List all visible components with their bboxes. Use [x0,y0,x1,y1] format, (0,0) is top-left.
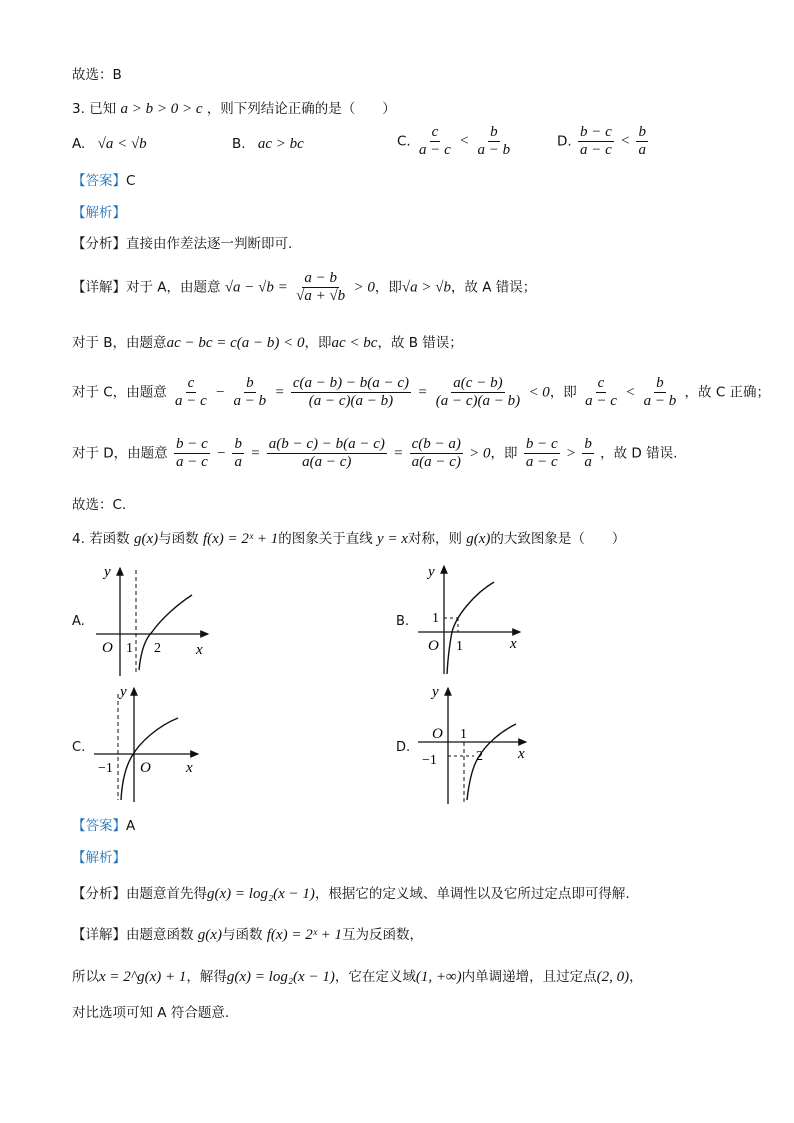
q4-detail-line3: 对比选项可知 A 符合题意. [72,1005,230,1021]
q4-graph-b [414,560,529,678]
q3-final-choice: 故选：C. [72,497,127,513]
q4-jiexi: 【解析】 [72,850,126,866]
svg-text:O: O [428,638,439,654]
svg-text:x: x [518,746,525,762]
q3-answer: 【答案】C [72,173,136,189]
svg-text:y: y [432,684,439,700]
svg-text:O: O [102,640,113,656]
q3-fenxi: 【分析】直接由作差法逐一判断即可. [72,236,293,252]
svg-text:y: y [428,564,435,580]
q4-graph-d [412,682,534,806]
q3-option-b: B. ac > bc [232,136,304,152]
svg-text:1: 1 [456,639,463,654]
q3-detail-c: 对于 C，由题意 $\frac{c}{a - c}$ − $\frac{b}{a - b}$ = $\frac{c(a - b) - b(a - c)}{(a - c)(a - b)}$ = $\frac{a(c - b)}{(a - c)(a - b)}$ < 0，即 $\frac{c}{a - c}$ < $\frac{b}{a - b}$ ，故 C 正确； [72,375,771,409]
svg-text:x: x [196,642,203,658]
q4-option-d-letter: D. [396,740,411,755]
q2-final-choice: 故选：B [72,67,122,83]
q3-stem-math: a > b > 0 > c [120,101,203,117]
svg-text:x: x [186,760,193,776]
q4-detail-line2: 所以x = 2^g(x) + 1，解得g(x) = log₂(x − 1)，它在定义域(1, +∞)内单调递增，且过定点(2, 0)， [72,969,643,985]
curve [467,724,516,800]
svg-text:y: y [120,684,127,700]
q4-option-b-letter: B. [396,614,410,629]
svg-text:2: 2 [154,641,161,656]
q4-fenxi: 【分析】由题意首先得g(x) = log₂(x − 1)，根据它的定义域、单调性以及它所过定点即可得解. [72,886,630,902]
q4-option-a-letter: A. [72,614,85,629]
q3-number: 3. [72,101,85,117]
svg-text:2: 2 [476,749,483,764]
svg-text:1: 1 [126,641,133,656]
q4-detail-line1: 【详解】由题意函数 g(x)与函数 f(x) = 2ˣ + 1互为反函数， [72,927,424,943]
curve [447,582,494,674]
svg-text:1: 1 [432,611,439,626]
q3-jiexi: 【解析】 [72,205,126,221]
svg-text:1: 1 [460,727,467,742]
q3-stem [72,100,396,118]
svg-text:−1: −1 [98,761,113,776]
svg-text:−1: −1 [422,753,437,768]
q4-answer: 【答案】A [72,818,136,834]
q3-detail-a: 【详解】对于 A，由题意 √a − √b = $\frac{a - b}{√a + √b}$ > 0，即√a > √b，故 A 错误； [72,270,537,304]
q3-option-a: A. √a < √b [72,136,147,152]
q3-detail-b: 对于 B，由题意ac − bc = c(a − b) < 0，即ac < bc，故 B 错误； [72,335,463,351]
svg-text:y: y [104,564,111,580]
q3-option-c: C. $\frac{c}{a - c}$ < $\frac{b}{a - b}$ [397,124,511,158]
curve [139,595,192,670]
svg-text:O: O [432,726,443,742]
svg-text:x: x [510,636,517,652]
q4-stem: 4. 若函数 g(x)与函数 f(x) = 2ˣ + 1的图象关于直线 y = x对称，则 g(x)的大致图象是（ ） [72,531,626,547]
q4-option-c-letter: C. [72,740,86,755]
q4-graph-c [88,682,206,806]
svg-text:O: O [140,760,151,776]
q4-graph-a [90,562,220,680]
q3-detail-d: 对于 D，由题意 $\frac{b - c}{a - c}$ − $\frac{b}{a}$ = $\frac{a(b - c) - b(a - c)}{a(a - c)}$ = $\frac{c(b - a)}{a(a - c)}$ > 0，即 $\frac{b - c}{a - c}$ > $\frac{b}{a}$ ，故 D 错误. [72,436,678,470]
q3-stem-prefix: 已知 [89,101,117,117]
q3-stem-suffix: ，则下列结论正确的是（ ） [206,101,396,117]
curve [121,718,178,800]
q3-option-d: D. $\frac{b - c}{a - c}$ < $\frac{b}{a}$ [557,124,646,158]
